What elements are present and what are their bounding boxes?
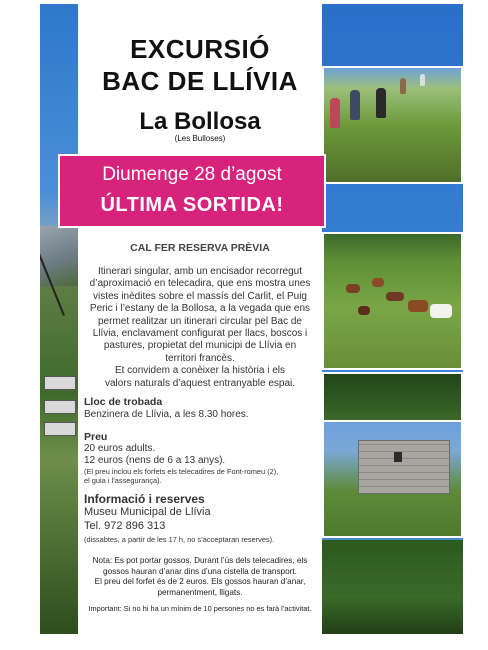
- horse-figure: [430, 304, 452, 318]
- horse-figure: [408, 300, 428, 312]
- info-place: Museu Municipal de Llívia: [84, 506, 211, 518]
- stone-cabin: [358, 440, 450, 494]
- intro-line: vistes inèdites sobre el massís del Carlit, el Puig: [93, 290, 307, 302]
- intro-line: Et convidem a conèixer la història i els: [114, 365, 286, 377]
- price-adults: 20 euros adults.: [84, 443, 156, 454]
- chairlift-seat: [44, 422, 76, 436]
- chairlift-seat: [44, 376, 76, 390]
- info-phone: Tel. 972 896 313: [84, 520, 166, 532]
- hiker-figure: [376, 88, 386, 118]
- price-includes: el guia i l’assegurança).: [84, 476, 162, 485]
- info-hours: (dissabtes, a partir de les 17 h, no s’acceptaran reserves).: [84, 535, 275, 544]
- hiker-figure: [420, 74, 425, 86]
- horses-photo: [322, 232, 463, 370]
- poster-title-line2: BAC DE LLÍVIA: [102, 66, 298, 96]
- note-line: gossos hauran d’anar dins d’una cistella de transport.: [103, 566, 297, 576]
- price-includes: (El preu inclou els forfets els telecadires de Font-romeu (2),: [84, 467, 279, 476]
- last-outing-label: ÚLTIMA SORTIDA!: [100, 194, 284, 216]
- horse-figure: [372, 278, 384, 287]
- cabin-window: [394, 452, 402, 462]
- intro-line: Llívia, enclavament configurat per llacs, boscos i: [92, 328, 308, 340]
- ski-lift-photo: [40, 4, 78, 634]
- note-line: permanentment, lligats.: [157, 587, 243, 597]
- stone-cabin-photo: [322, 420, 463, 538]
- horse-figure: [346, 284, 360, 293]
- poster-text-column: [78, 4, 322, 634]
- excursion-poster: [40, 4, 463, 634]
- intro-line: Itinerari singular, amb un encisador recorregut: [98, 266, 302, 277]
- note-line: Nota: Es pot portar gossos. Durant l’ús dels telecadires, els: [92, 556, 308, 565]
- hiker-figure: [330, 98, 340, 128]
- horse-figure: [358, 306, 370, 315]
- hiker-figure: [400, 78, 406, 94]
- photo-column: [322, 4, 463, 634]
- intro-line: permet realitzar un itinerari circular pel Bac de: [98, 315, 302, 327]
- price-children: 12 euros (nens de 6 a 13 anys).: [84, 455, 226, 466]
- intro-line: pastures, propietat del municipi de Llívia en: [103, 340, 297, 352]
- hikers-photo: [322, 66, 463, 184]
- hiker-figure: [350, 90, 360, 120]
- mountain-shape: [40, 226, 78, 286]
- horse-figure: [386, 292, 404, 301]
- intro-text: [84, 266, 316, 390]
- poster-title-line1: EXCURSIÓ: [130, 34, 270, 64]
- intro-line: valors naturals d’aquest entranyable espai.: [104, 377, 296, 389]
- poster-subtitle: La Bollosa: [139, 108, 261, 135]
- forest-photo: [322, 372, 463, 424]
- date-banner: [58, 154, 326, 228]
- reservation-notice: CAL FER RESERVA PRÈVIA: [130, 242, 270, 254]
- important-notice: Important: Si no hi ha un mínim de 10 persones no es farà l’activitat.: [88, 604, 312, 613]
- intro-line: d’aproximació en telecadira, que ens mostra unes: [89, 278, 311, 290]
- intro-line: Peric i l’estany de la Bollosa, a la vegada que ens: [89, 303, 311, 315]
- meeting-text: Benzinera de Llívia, a les 8.30 hores.: [84, 409, 249, 420]
- event-date: Diumenge 28 d’agost: [102, 164, 282, 185]
- poster-subtitle-alt: (Les Bulloses): [174, 134, 226, 143]
- forest-bottom-photo: [322, 540, 463, 634]
- meeting-title: Lloc de trobada: [84, 396, 163, 408]
- chairlift-seat: [44, 400, 76, 414]
- price-title: Preu: [84, 431, 108, 443]
- intro-line: territori francès.: [165, 352, 235, 364]
- note-line: El preu del forfet és de 2 euros. Els gossos hauran d’anar,: [94, 577, 306, 587]
- info-title: Informació i reserves: [84, 492, 205, 506]
- note-text: [78, 556, 322, 598]
